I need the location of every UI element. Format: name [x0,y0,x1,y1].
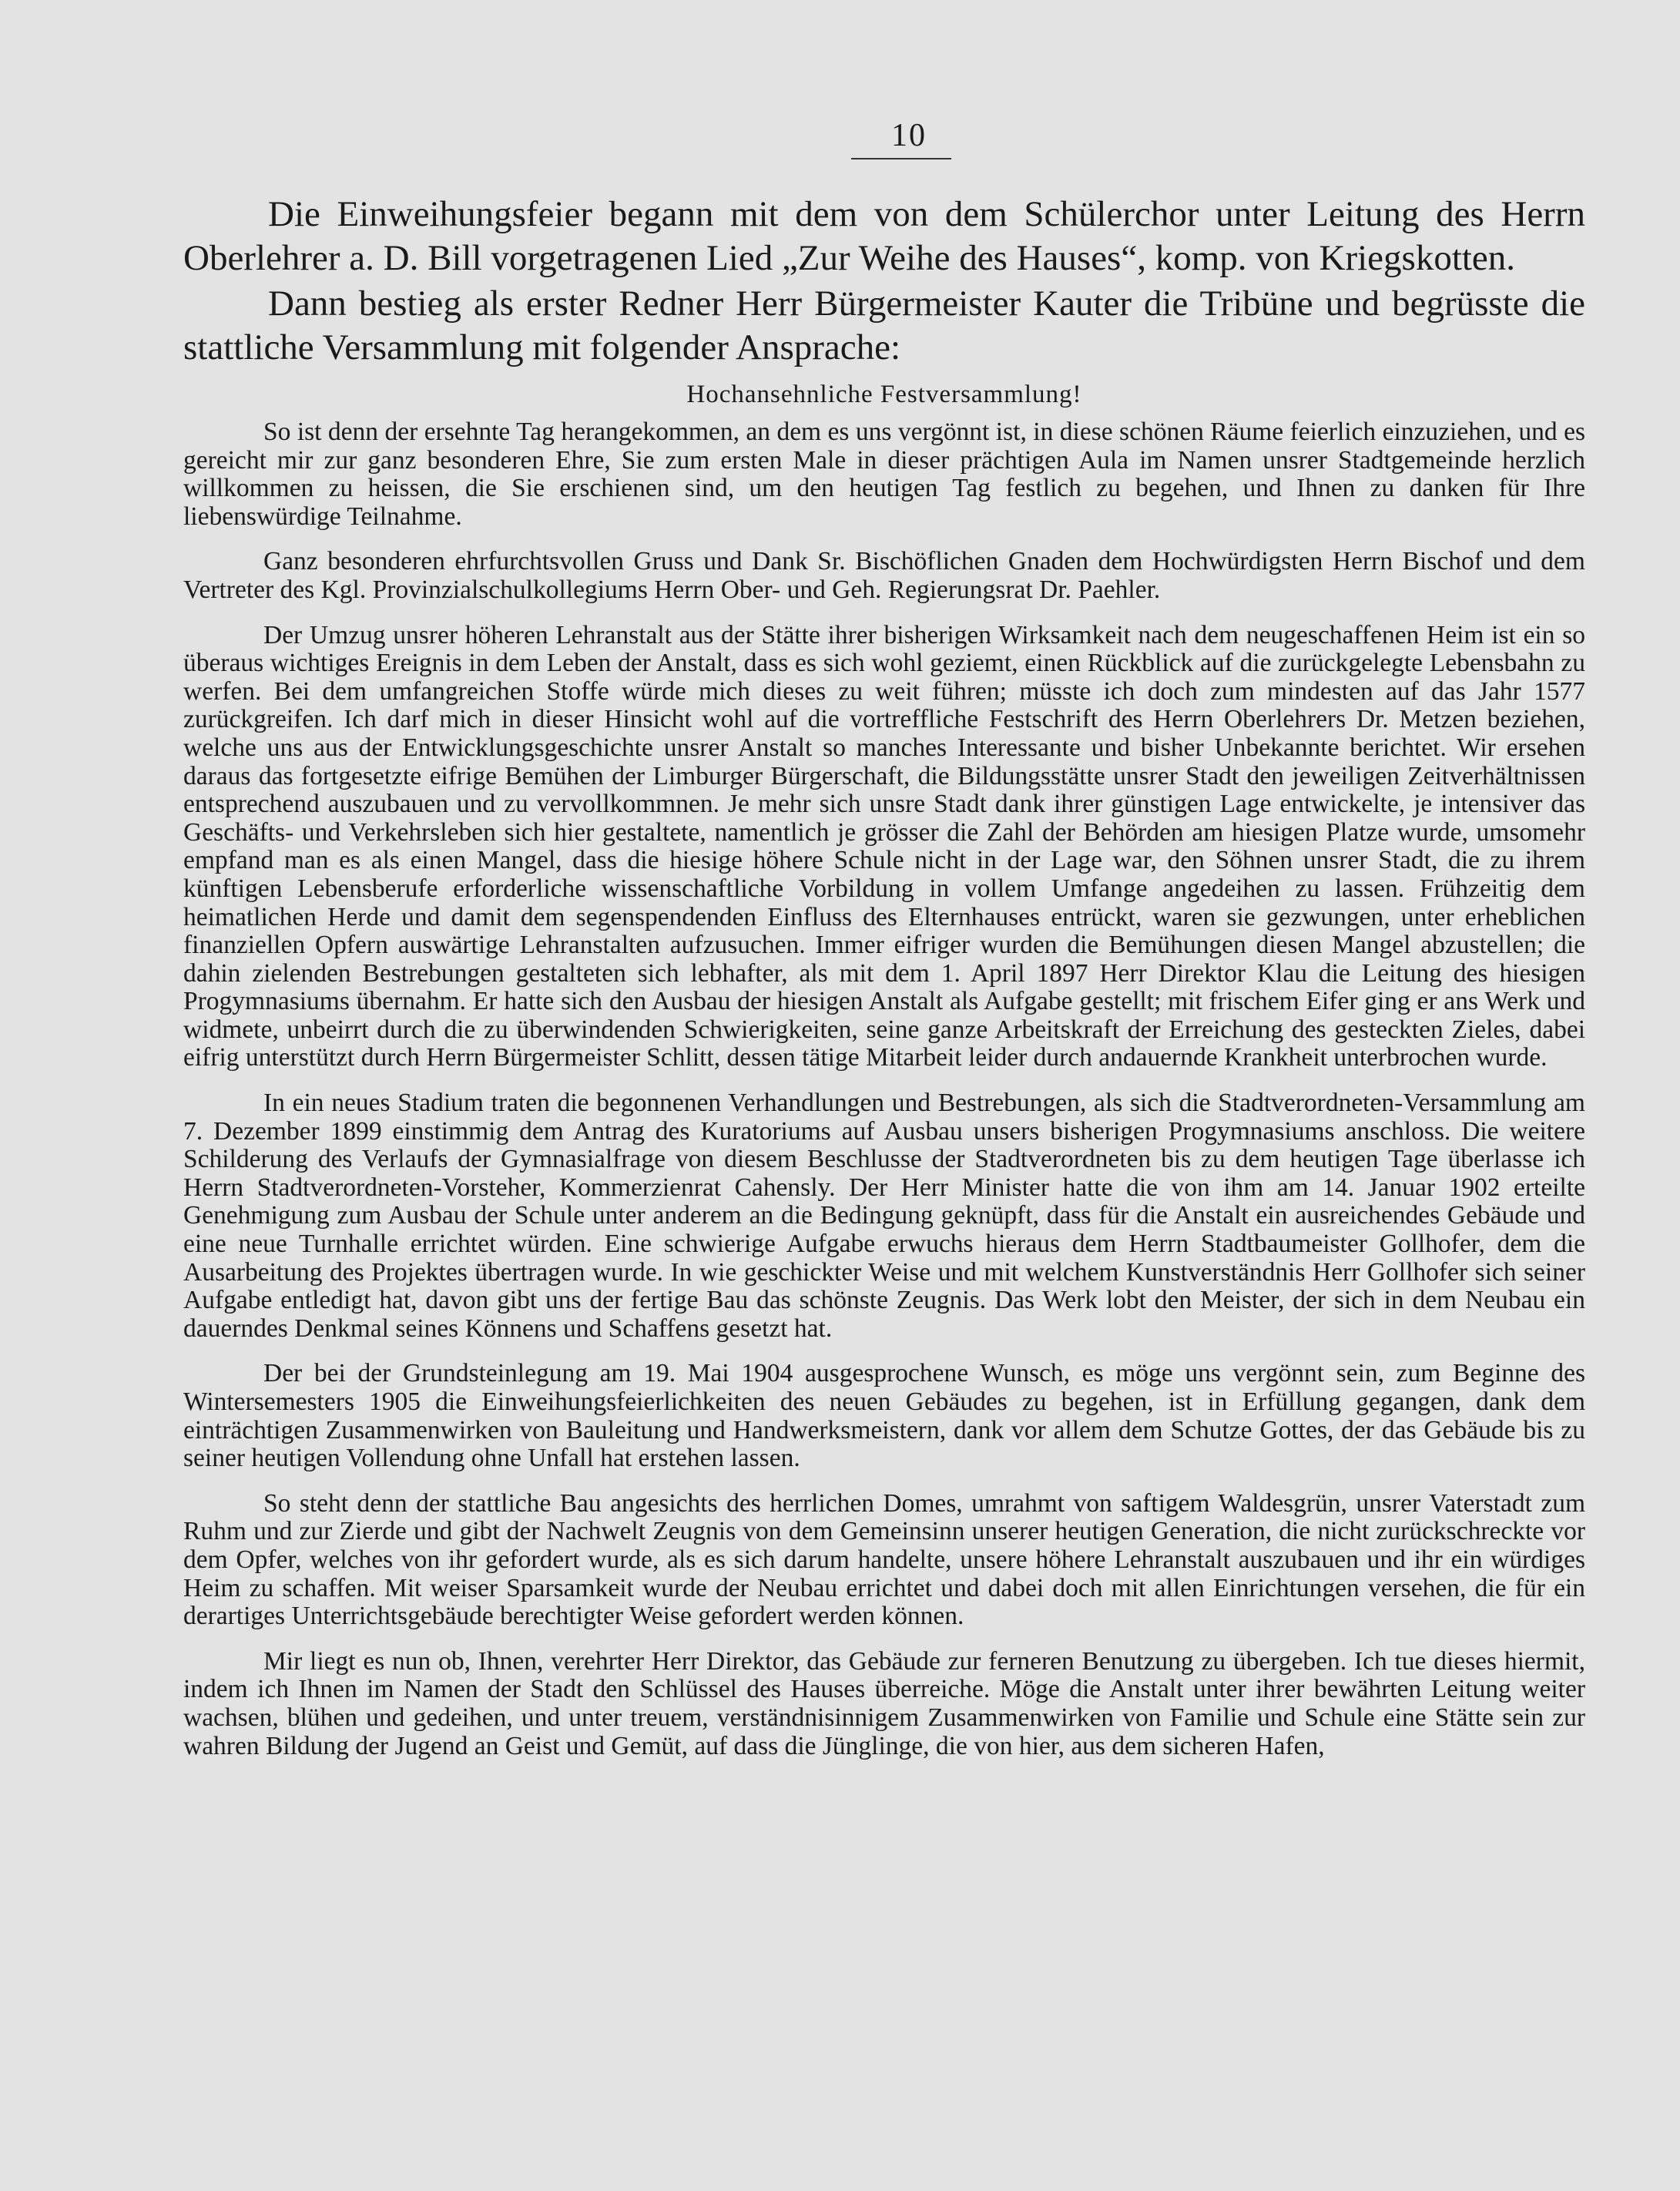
page-number-rule [851,158,951,159]
speech-paragraph: So ist denn der ersehnte Tag herangekommen, an dem es uns vergönnt ist, in diese schönen Räume feierlich einzuziehen, und es gereicht mir zur ganz besonderen Ehre, Sie zum ersten Male in dieser prächtigen Aula im Namen unsrer Stadtgemeinde herzlich willkommen zu heissen, die Sie erschienen sind, um den heutigen Tag festlich zu begehen, und Ihnen zu danken für Ihre liebenswürdige Teilnahme. [183,418,1585,531]
page-body [183,193,1585,1777]
speech-paragraph: Der Umzug unsrer höheren Lehranstalt aus der Stätte ihrer bisherigen Wirksamkeit nach dem neugeschaffenen Heim ist ein so überaus wichtiges Ereignis in dem Leben der Anstalt, dass es sich wohl geziemt, einen Rückblick auf die zurückgelegte Lebensbahn zu werfen. Bei dem umfangreichen Stoffe würde mich dieses zu weit führen; müsste ich doch zum mindesten auf das Jahr 1577 zurückgreifen. Ich darf mich in dieser Hinsicht wohl auf die vortreffliche Festschrift des Herrn Oberlehrers Dr. Metzen beziehen, welche uns aus der Entwicklungsgeschichte unsrer Anstalt so manches Interessante und bisher Unbekannte berichtet. Wir ersehen daraus das fortgesetzte eifrige Bemühen der Limburger Bürgerschaft, die Bildungsstätte unsrer Stadt den jeweiligen Zeitverhältnissen entsprechend auszubauen und zu vervollkommnen. Je mehr sich unsre Stadt dank ihrer günstigen Lage entwickelte, je intensiver das Geschäfts- und Verkehrsleben sich hier gestaltete, namentlich je grösser die Zahl der Behörden am hiesigen Platze wurde, umsomehr empfand man es als einen Mangel, dass die hiesige höhere Schule nicht in der Lage war, den Söhnen unsrer Stadt, die zu ihrem künftigen Lebensberufe erforderliche wissenschaftliche Vorbildung in vollem Umfange angedeihen zu lassen. Frühzeitig dem heimatlichen Herde und damit dem segenspendenden Einfluss des Elternhauses entrückt, waren sie gezwungen, unter erheblichen finanziellen Opfern auswärtige Lehranstalten aufzusuchen. Immer eifriger wurden die Bemühungen diesen Mangel abzustellen; die dahin zielenden Bestrebungen gestalteten sich lebhafter, als mit dem 1. April 1897 Herr Direktor Klau die Leitung des hiesigen Progymnasiums übernahm. Er hatte sich den Ausbau der hiesigen Anstalt als Aufgabe gestellt; mit frischem Eifer ging er ans Werk und widmete, unbeirrt durch die zu überwindenden Schwierigkeiten, seine ganze Arbeitskraft der Erreichung des gesteckten Zieles, dabei eifrig unterstützt durch Herrn Bürgermeister Schlitt, dessen tätige Mitarbeit leider durch andauernde Krankheit unterbrochen wurde. [183,620,1585,1072]
speech-salutation: Hochansehnliche Festversammlung! [686,381,1082,408]
intro-paragraph: Die Einweihungsfeier begann mit dem von dem Schülerchor unter Leitung des Herrn Oberlehrer a. D. Bill vorgetragenen Lied „Zur Weihe des Hauses“, komp. von Kriegskotten. [183,194,1585,278]
page-number: 10 [891,118,927,153]
speech-paragraph: In ein neues Stadium traten die begonnenen Verhandlungen und Bestrebungen, als sich die Stadtverordneten-Versammlung am 7. Dezember 1899 einstimmig dem Antrag des Kuratoriums auf Ausbau unsers bisherigen Progymnasiums anschloss. Die weitere Schilderung des Verlaufs der Gymnasialfrage von diesem Beschlusse der Stadtverordneten bis zu dem heutigen Tage überlasse ich Herrn Stadtverordneten-Vorsteher, Kommerzienrat Cahensly. Der Herr Minister hatte die von ihm am 14. Januar 1902 erteilte Genehmigung zum Ausbau der Schule unter anderem an die Bedingung geknüpft, dass für die Anstalt ein ausreichendes Gebäude und eine neue Turnhalle errichtet würden. Eine schwierige Aufgabe erwuchs hieraus dem Herrn Stadtbaumeister Gollhofer, dem die Ausarbeitung des Projektes übertragen wurde. In wie geschickter Weise und mit welchem Kunstverständnis Herr Gollhofer sich seiner Aufgabe entledigt hat, davon gibt uns der fertige Bau das schönste Zeugnis. Das Werk lobt den Meister, der sich in dem Neubau ein dauerndes Denkmal seines Könnens und Schaffens gesetzt hat. [183,1089,1585,1343]
speech-paragraph: Ganz besonderen ehrfurchtsvollen Gruss und Dank Sr. Bischöflichen Gnaden dem Hochwürdigsten Herrn Bischof und dem Vertreter des Kgl. Provinzialschulkollegiums Herrn Ober- und Geh. Regierungsrat Dr. Paehler. [183,547,1585,604]
speech-paragraph: Mir liegt es nun ob, Ihnen, verehrter Herr Direktor, das Gebäude zur ferneren Benutzung zu übergeben. Ich tue dieses hiermit, indem ich Ihnen im Namen der Stadt den Schlüssel des Hauses überreiche. Möge die Anstalt unter ihrer bewährten Leitung weiter wachsen, blühen und gedeihen, und unter treuem, verständnisinnigem Zusammenwirken von Familie und Schule eine Stätte sein zur wahren Bildung der Jugend an Geist und Gemüt, auf dass die Jünglinge, die von hier, aus dem sicheren Hafen, [183,1646,1585,1760]
intro-paragraph: Dann bestieg als erster Redner Herr Bürgermeister Kauter die Tribüne und begrüsste die stattliche Versammlung mit folgender Ansprache: [183,284,1585,367]
speech-paragraph: Der bei der Grundsteinlegung am 19. Mai 1904 ausgesprochene Wunsch, es möge uns vergönnt sein, zum Beginne des Wintersemesters 1905 die Einweihungsfeierlichkeiten des neuen Gebäudes zu begehen, ist in Erfüllung gegangen, dank dem einträchtigen Zusammenwirken von Bauleitung und Handwerksmeistern, dank vor allem dem Schutze Gottes, der das Gebäude bis zu seiner heutigen Vollendung ohne Unfall hat erstehen lassen. [183,1359,1585,1473]
speech-paragraph: So steht denn der stattliche Bau angesichts des herrlichen Domes, umrahmt von saftigem Waldesgrün, unsrer Vaterstadt zum Ruhm und zur Zierde und gibt der Nachwelt Zeugnis von dem Gemeinsinn unserer heutigen Generation, die nicht zurückschreckte vor dem Opfer, welches von ihr gefordert wurde, als es sich darum handelte, unsere höhere Lehranstalt auszubauen und ihr ein würdiges Heim zu schaffen. Mit weiser Sparsamkeit wurde der Neubau errichtet und dabei doch mit allen Einrichtungen versehen, die für ein derartiges Unterrichtsgebäude berechtigter Weise gefordert werden können. [183,1488,1585,1631]
